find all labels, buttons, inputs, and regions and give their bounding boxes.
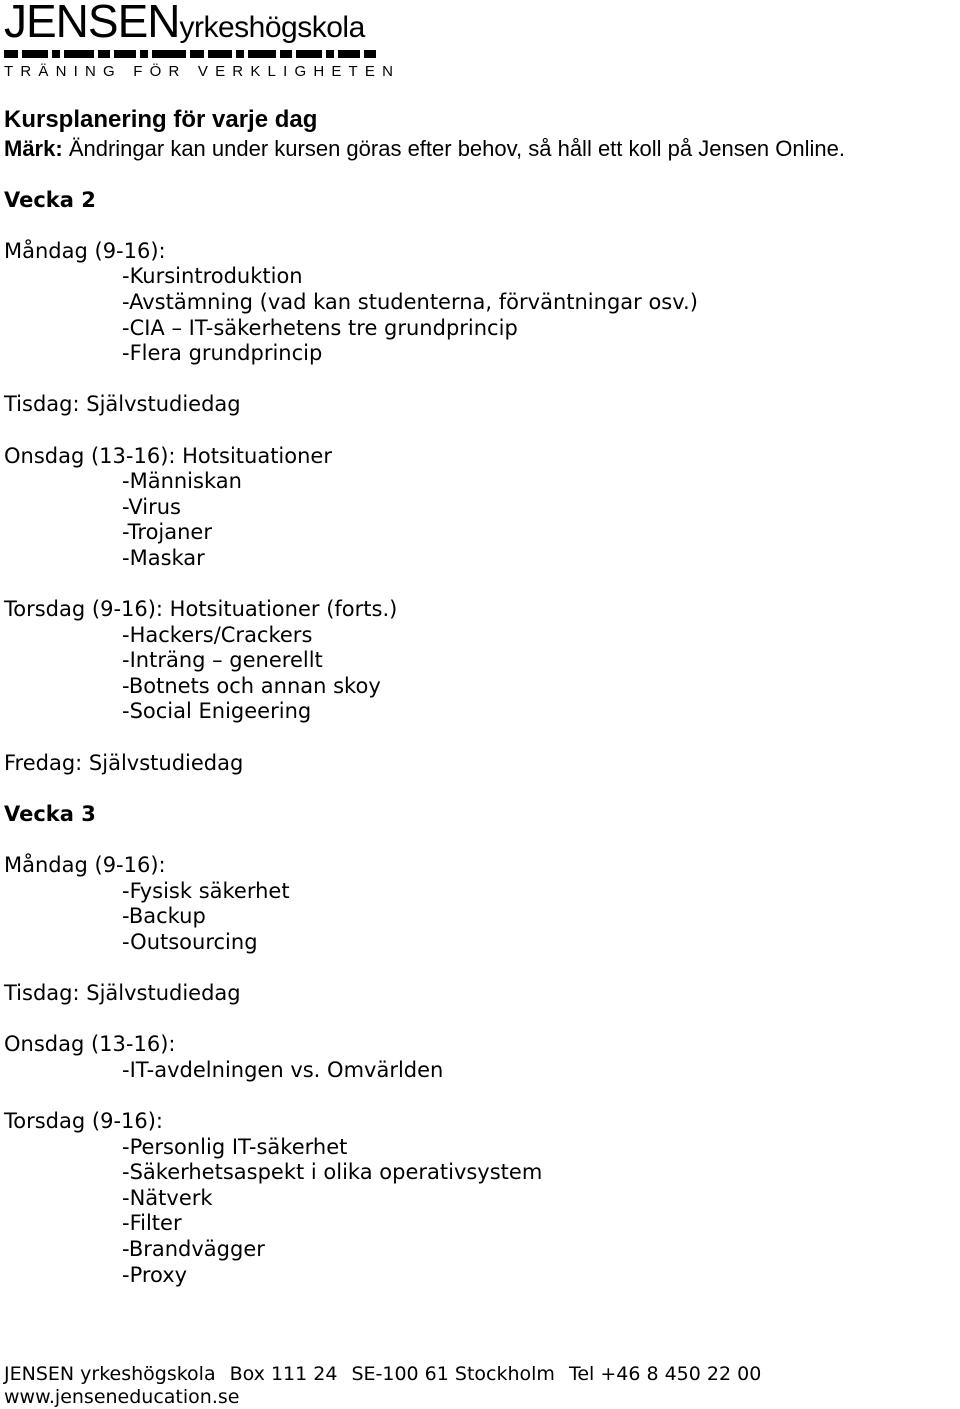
day-label: Onsdag (13-16): Hotsituationer <box>4 443 332 468</box>
topic-item: -Fysisk säkerhet <box>122 878 290 903</box>
page-footer <box>4 1363 761 1409</box>
day-label: Torsdag (9-16): Hotsituationer (forts.) <box>4 597 398 622</box>
course-plan-document <box>4 106 944 1288</box>
topic-item: -Maskar <box>122 545 205 570</box>
note-label: Märk: <box>4 136 63 161</box>
footer-phone: Tel +46 8 450 22 00 <box>568 1363 762 1385</box>
footer-address-line <box>4 1363 761 1386</box>
topic-item: -Botnets och annan skoy <box>122 673 381 698</box>
topic-item: -Flera grundprincip <box>122 341 323 366</box>
jensen-logo <box>4 0 401 84</box>
footer-box: Box 111 24 <box>229 1363 338 1385</box>
day-label: Måndag (9-16): <box>4 238 166 263</box>
document-title: Kursplanering för varje dag <box>4 106 318 133</box>
logo-wordmark <box>4 0 365 47</box>
footer-postal: SE-100 61 Stockholm <box>351 1363 555 1385</box>
topic-item: -Backup <box>122 904 206 929</box>
logo-brand-big: JENSEN <box>4 0 180 47</box>
topic-item: -CIA – IT-säkerhetens tre grundprincip <box>122 315 518 340</box>
topic-item: -Avstämning (vad kan studenterna, förväntningar osv.) <box>122 289 698 314</box>
topic-item: -Personlig IT-säkerhet <box>122 1134 348 1159</box>
topic-item: -Kursintroduktion <box>122 264 303 289</box>
day-label: Måndag (9-16): <box>4 853 166 878</box>
topic-item: -Filter <box>122 1211 182 1236</box>
day-label: Tisdag: Självstudiedag <box>4 392 241 417</box>
week-heading: Vecka 2 <box>4 187 96 212</box>
topic-item: -Social Enigeering <box>122 699 312 724</box>
topic-item: -Virus <box>122 494 181 519</box>
logo-brand-small: yrkeshögskola <box>179 11 365 44</box>
change-note <box>4 136 944 162</box>
topic-item: -Trojaner <box>122 520 212 545</box>
topic-item: -Outsourcing <box>122 929 258 954</box>
topic-item: -Inträng – generellt <box>122 648 323 673</box>
topic-item: -Människan <box>122 469 242 494</box>
note-text: Ändringar kan under kursen göras efter behov, så håll ett koll på Jensen Online. <box>68 136 845 161</box>
day-label: Fredag: Självstudiedag <box>4 750 244 775</box>
week-heading: Vecka 3 <box>4 801 96 826</box>
topic-item: -Proxy <box>122 1262 188 1287</box>
weekly-schedule <box>4 188 944 1289</box>
topic-item: -Brandvägger <box>122 1236 265 1261</box>
logo-tagline: TRÄNING FÖR VERKLIGHETEN <box>4 63 401 80</box>
topic-item: -IT-avdelningen vs. Omvärlden <box>122 1057 444 1082</box>
topic-item: -Nätverk <box>122 1185 213 1210</box>
footer-website[interactable]: www.jenseneducation.se <box>4 1386 240 1408</box>
footer-org: JENSEN yrkeshögskola <box>4 1363 216 1385</box>
day-label: Onsdag (13-16): <box>4 1032 176 1057</box>
day-label: Tisdag: Självstudiedag <box>4 981 241 1005</box>
day-label: Torsdag (9-16): <box>4 1108 164 1133</box>
topic-item: -Säkerhetsaspekt i olika operativsystem <box>122 1160 543 1185</box>
logo-dash-rule <box>4 50 376 58</box>
topic-item: -Hackers/Crackers <box>122 622 313 647</box>
